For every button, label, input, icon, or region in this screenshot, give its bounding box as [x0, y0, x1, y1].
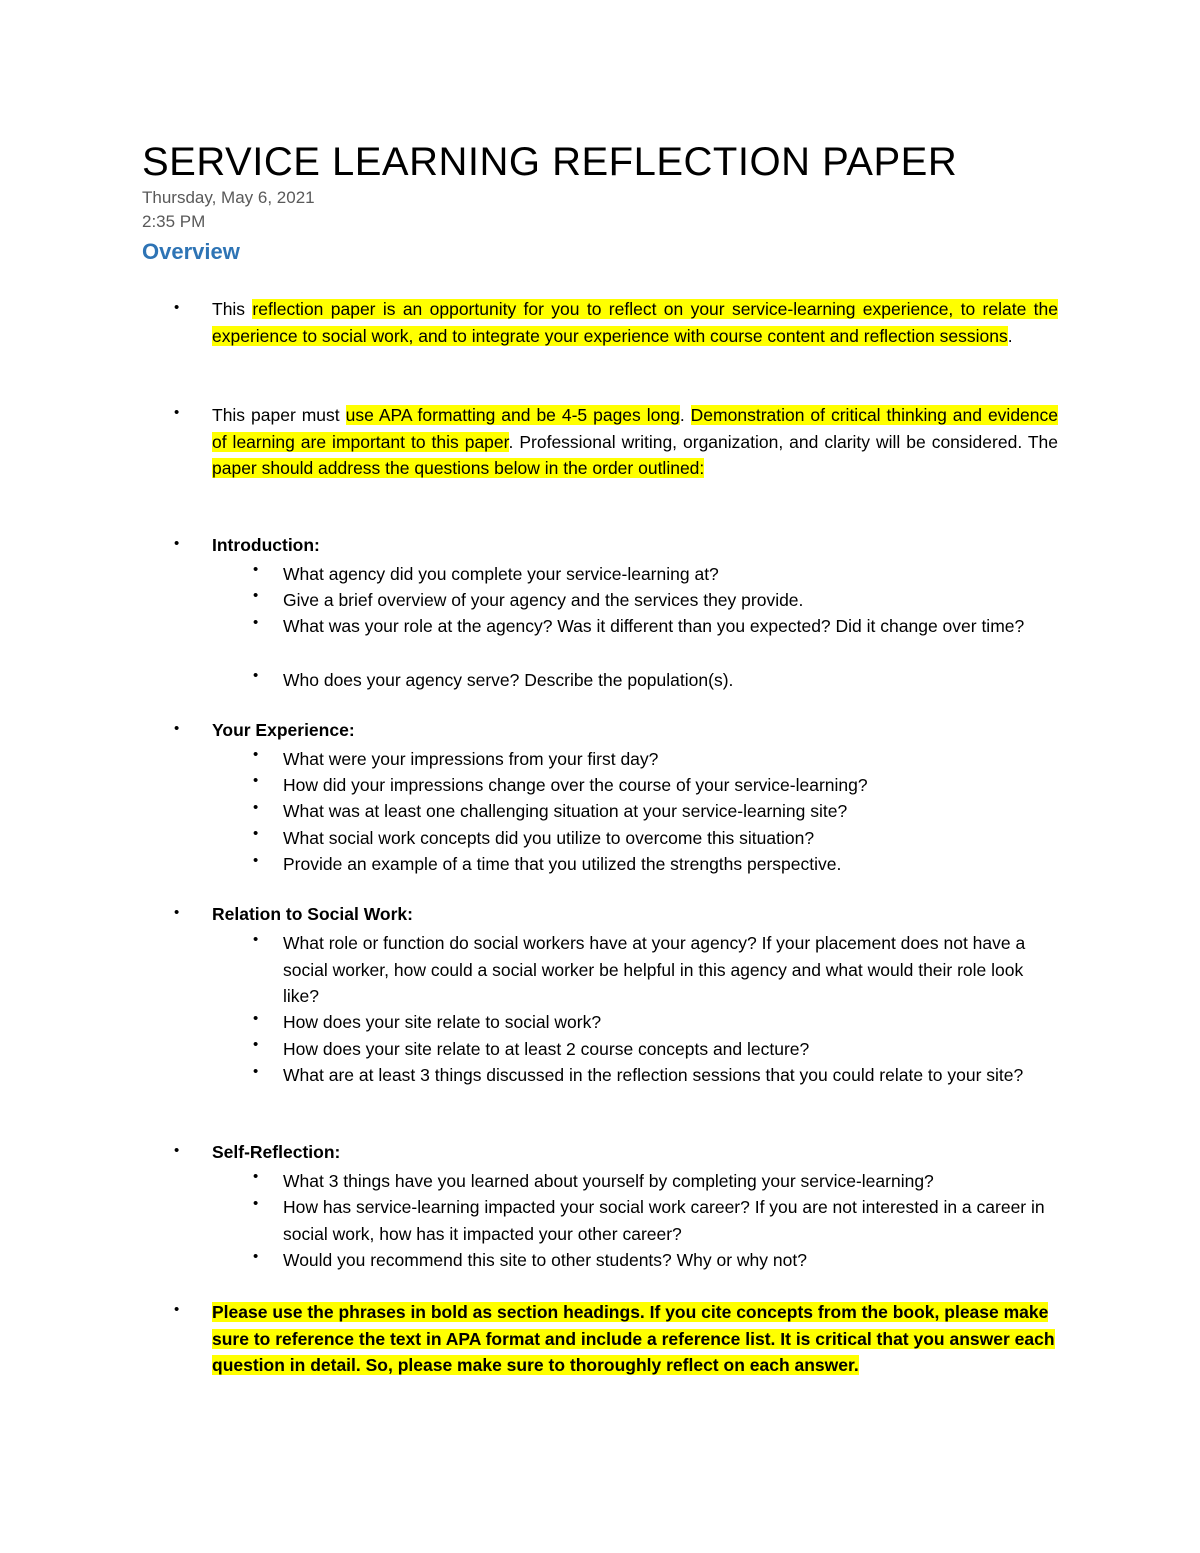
requirements-text: . [679, 405, 691, 425]
intro-text: This [212, 299, 253, 319]
bullet-icon: • [174, 1301, 180, 1318]
bullet-icon: • [253, 799, 259, 816]
list-item: What social work concepts did you utilize to overcome this situation? [283, 828, 815, 848]
page-title: SERVICE LEARNING REFLECTION PAPER [142, 140, 958, 184]
bullet-icon: • [253, 1010, 259, 1027]
bullet-icon: • [253, 1195, 259, 1212]
requirements-text: . Professional writing, organization, and clarity will be considered. The [508, 431, 1058, 452]
list-item: How has service-learning impacted your social work career? If you are not interested in a career in social work, how has it impacted your other career? [283, 1197, 1045, 1244]
bullet-icon: • [253, 561, 259, 578]
list-item: What 3 things have you learned about yourself by completing your service-learning? [283, 1171, 934, 1191]
list-item: What agency did you complete your service-learning at? [283, 564, 719, 584]
list-item: How does your site relate to social work? [283, 1012, 602, 1032]
highlighted-text: reflection paper is an opportunity for you to reflect on your service-learning experience, to relate the experience to social work, and to integrate your experience with course content and reflection sessions [212, 299, 1058, 346]
section-heading-self-reflection: Self-Reflection: [212, 1142, 341, 1162]
bullet-icon: • [253, 1168, 259, 1185]
highlighted-text: Demonstration of critical thinking and evidence of learning are important to this paper [212, 405, 1058, 452]
section-heading-your-experience: Your Experience: [212, 720, 355, 740]
intro-paragraph [212, 296, 1058, 349]
highlighted-text: Please use the phrases in bold as section headings. If you cite concepts from the book, please make sure to reference the text in APA format and include a reference list. It is critical that you answer each question in detail. So, please make sure to thoroughly reflect on each answer. [212, 1302, 1055, 1375]
section-heading-introduction: Introduction: [212, 535, 320, 555]
bullet-icon: • [174, 1142, 180, 1159]
bullet-icon: • [253, 1063, 259, 1080]
final-note [212, 1299, 1058, 1379]
list-item: What was your role at the agency? Was it different than you expected? Did it change over time? [283, 616, 1025, 636]
list-item: What role or function do social workers have at your agency? If your placement does not have a social worker, how could a social worker be helpful in this agency and what would their role look like? [283, 933, 1026, 1006]
list-item: How did your impressions change over the course of your service-learning? [283, 775, 868, 795]
list-item: Would you recommend this site to other students? Why or why not? [283, 1250, 807, 1270]
intro-text: . [1007, 325, 1013, 346]
list-item: What was at least one challenging situation at your service-learning site? [283, 801, 848, 821]
requirements-paragraph [212, 402, 1058, 482]
bullet-icon: • [174, 904, 180, 921]
time-stamp: 2:35 PM [142, 212, 206, 231]
bullet-icon: • [174, 404, 180, 421]
bullet-icon: • [253, 1036, 259, 1053]
bullet-icon: • [174, 535, 180, 552]
bullet-icon: • [174, 299, 180, 316]
bullet-icon: • [253, 587, 259, 604]
requirements-text: This paper must [212, 405, 346, 425]
list-item: What were your impressions from your first day? [283, 749, 659, 769]
highlighted-text: paper should address the questions below in the order outlined: [212, 458, 705, 478]
bullet-icon: • [253, 825, 259, 842]
list-item: Give a brief overview of your agency and the services they provide. [283, 590, 804, 610]
bullet-icon: • [253, 852, 259, 869]
section-heading-overview: Overview [142, 239, 240, 264]
bullet-icon: • [253, 667, 259, 684]
list-item: Provide an example of a time that you utilized the strengths perspective. [283, 854, 842, 874]
list-item: Who does your agency serve? Describe the population(s). [283, 670, 734, 690]
bullet-icon: • [253, 746, 259, 763]
list-item: What are at least 3 things discussed in the reflection sessions that you could relate to your site? [283, 1065, 1024, 1085]
list-item: How does your site relate to at least 2 course concepts and lecture? [283, 1039, 810, 1059]
highlighted-text: use APA formatting and be 4-5 pages long [345, 405, 680, 425]
date-stamp: Thursday, May 6, 2021 [142, 188, 315, 207]
bullet-icon: • [253, 614, 259, 631]
bullet-icon: • [174, 720, 180, 737]
bullet-icon: • [253, 772, 259, 789]
bullet-icon: • [253, 931, 259, 948]
section-heading-relation-to-social-work: Relation to Social Work: [212, 904, 413, 924]
bullet-icon: • [253, 1248, 259, 1265]
